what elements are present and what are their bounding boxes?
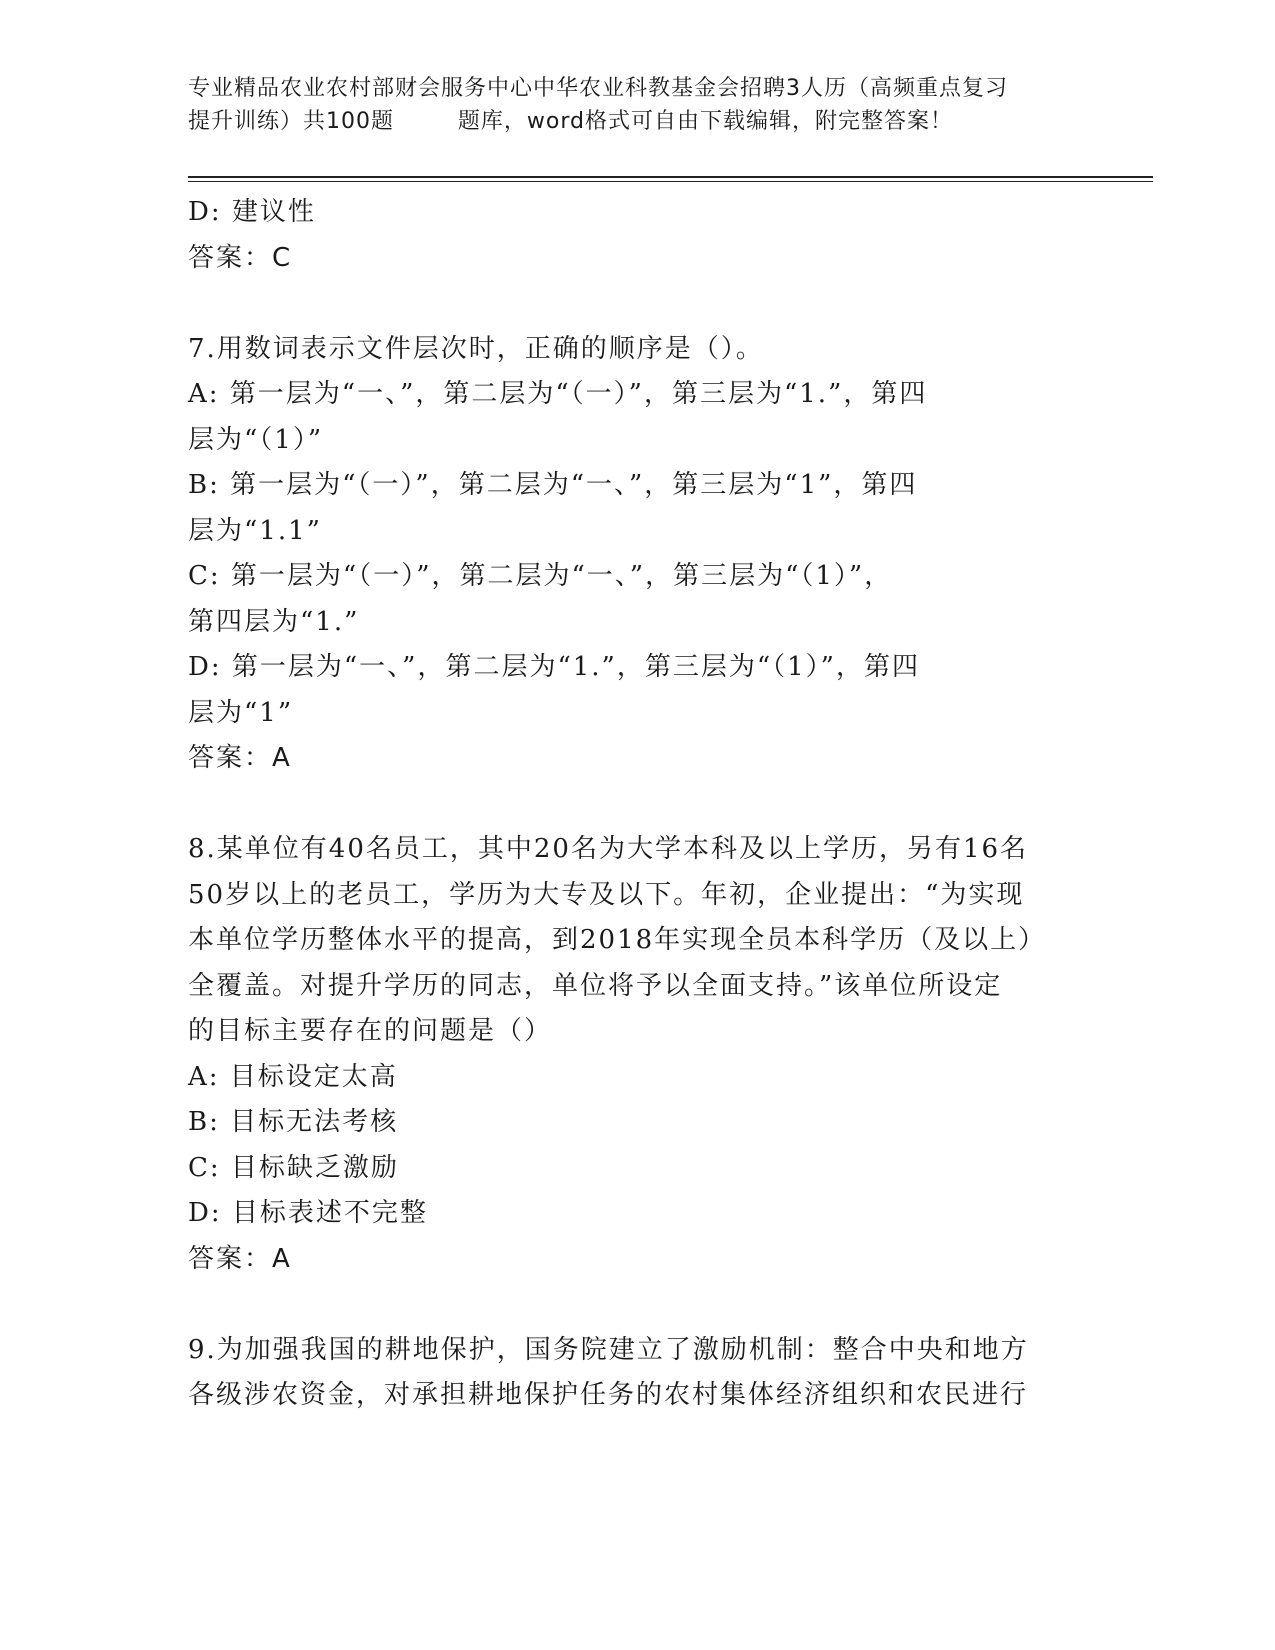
question-7 — [188, 327, 1088, 782]
q6-answer: 答案：C — [188, 242, 293, 273]
q7-option-d-line-2: 层为“1” — [188, 697, 294, 728]
q7-option-b-line-1: B: 第一层为“（一）”，第二层为“一、”，第三层为“1”，第四 — [188, 470, 918, 500]
question-content — [188, 190, 1088, 1419]
q7-stem: 7.用数词表示文件层次时，正确的顺序是（）。 — [188, 333, 764, 364]
question-9 — [188, 1328, 1088, 1419]
spacer — [188, 1282, 1088, 1328]
spacer — [188, 281, 1088, 327]
q8-option-d: D: 目标表述不完整 — [188, 1198, 428, 1228]
q7-answer: 答案：A — [188, 743, 292, 773]
spacer — [188, 782, 1088, 828]
q7-option-c-line-2: 第四层为“1.” — [188, 606, 360, 637]
q8-stem-line-5: 的目标主要存在的问题是（） — [188, 1016, 553, 1046]
q6-option-d: D: 建议性 — [188, 197, 316, 227]
header-line-1: 专业精品农业农村部财会服务中心中华农业科教基金会招聘3人历（高频重点复习 — [188, 76, 1008, 101]
q8-stem-line-1: 8.某单位有40名员工，其中20名为大学本科及以上学历，另有16名 — [188, 834, 1029, 864]
q8-option-b: B: 目标无法考核 — [188, 1107, 399, 1137]
q8-option-a: A: 目标设定太高 — [188, 1061, 398, 1092]
q7-option-a-line-1: A: 第一层为“一、”，第二层为“（一）”，第三层为“1.”，第四 — [188, 379, 928, 409]
page-header — [188, 72, 1088, 138]
header-rule-thin — [188, 181, 1153, 182]
q8-stem-line-4: 全覆盖。对提升学历的同志，单位将予以全面支持。”该单位所设定 — [188, 970, 1003, 1001]
q8-option-c: C: 目标缺乏激励 — [188, 1152, 399, 1183]
q9-stem-line-2: 各级涉农资金，对承担耕地保护任务的农村集体经济组织和农民进行 — [188, 1380, 1029, 1410]
header-rule-thick — [188, 176, 1153, 178]
q7-option-b-line-2: 层为“1.1” — [188, 515, 322, 546]
question-8 — [188, 827, 1088, 1282]
q7-option-c-line-1: C: 第一层为“（一）”，第二层为“一、”，第三层为“（1）”， — [188, 561, 893, 591]
q8-stem-line-2: 50岁以上的老员工，学历为大专及以下。年初，企业提出：“为实现 — [188, 879, 1025, 910]
q7-option-a-line-2: 层为“（1）” — [188, 424, 324, 455]
q7-option-d-line-1: D: 第一层为“一、”，第二层为“1.”，第三层为“（1）”，第四 — [188, 652, 920, 682]
header-line-2: 提升训练）共100题 题库，word格式可自由下载编辑，附完整答案！ — [188, 109, 954, 134]
q8-answer: 答案：A — [188, 1243, 292, 1274]
q8-stem-line-3: 本单位学历整体水平的提高，到2018年实现全员本科学历（及以上） — [188, 925, 1047, 955]
q9-stem-line-1: 9.为加强我国的耕地保护，国务院建立了激励机制：整合中央和地方 — [188, 1334, 1029, 1365]
